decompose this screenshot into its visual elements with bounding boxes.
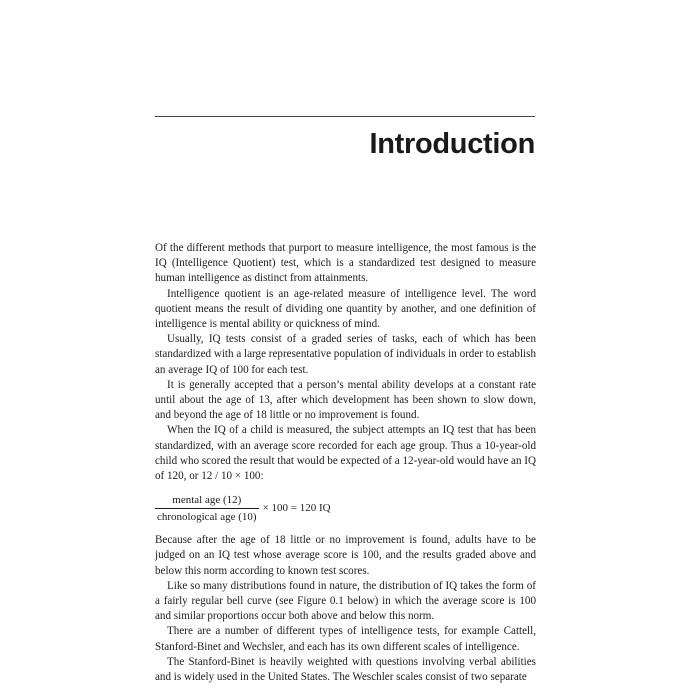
paragraph-7: Like so many distributions found in nature, the distribution of IQ takes the form of a fairly regular bell curve (see Figure 0.1 below) in which the average score is 100 and similar proportions occur both above and below this norm. (155, 579, 536, 623)
paragraph-6: Because after the age of 18 little or no improvement is found, adults have to be judged on an IQ test whose average score is 100, and the results graded above and below this norm according to known test scores. (155, 534, 536, 577)
paragraph-2: Intelligence quotient is an age-related measure of intelligence level. The word quotient means the result of dividing one quantity by another, and one definition of intelligence is mental ability or quickness of mind. (155, 287, 536, 331)
paragraph-4: It is generally accepted that a person’s mental ability develops at a constant rate until about the age of 13, after which development has been shown to slow down, and beyond the age of 18 little or no improvement is found. (155, 378, 536, 422)
chapter-title: Introduction (369, 128, 535, 160)
paragraph-1: Of the different methods that purport to measure intelligence, the most famous is the IQ (Intelligence Quotient) test, which is a standardized test designed to measure human intelligence as distinct from attainments. (155, 242, 536, 285)
formula-result: × 100 = 120 IQ (262, 502, 331, 515)
chapter-rule (155, 116, 535, 117)
formula-numerator: mental age (12) (172, 494, 242, 507)
paragraph-8: There are a number of different types of intelligence tests, for example Cattell, Stanford-Binet and Wechsler, and each has its own different scales of intelligence. (155, 625, 536, 653)
paragraph-9: The Stanford-Binet is heavily weighted with questions involving verbal abilities and is widely used in the United States. The Weschler scales consist of two separate (155, 655, 536, 684)
formula-denominator: chronological age (10) (155, 508, 259, 524)
iq-formula (155, 493, 536, 524)
paragraph-5: When the IQ of a child is measured, the subject attempts an IQ test that has been standardized, with an average score recorded for each age group. Thus a 10-year-old child who scored the result that would be expected of a 12-year-old would have an IQ of 120, or 12 / 10 × 100: (155, 424, 536, 483)
chapter-body (155, 241, 536, 685)
formula-fraction (155, 493, 259, 524)
paragraph-3: Usually, IQ tests consist of a graded series of tasks, each of which has been standardized with a large representative population of individuals in order to establish an average IQ of 100 for each test. (155, 333, 536, 376)
